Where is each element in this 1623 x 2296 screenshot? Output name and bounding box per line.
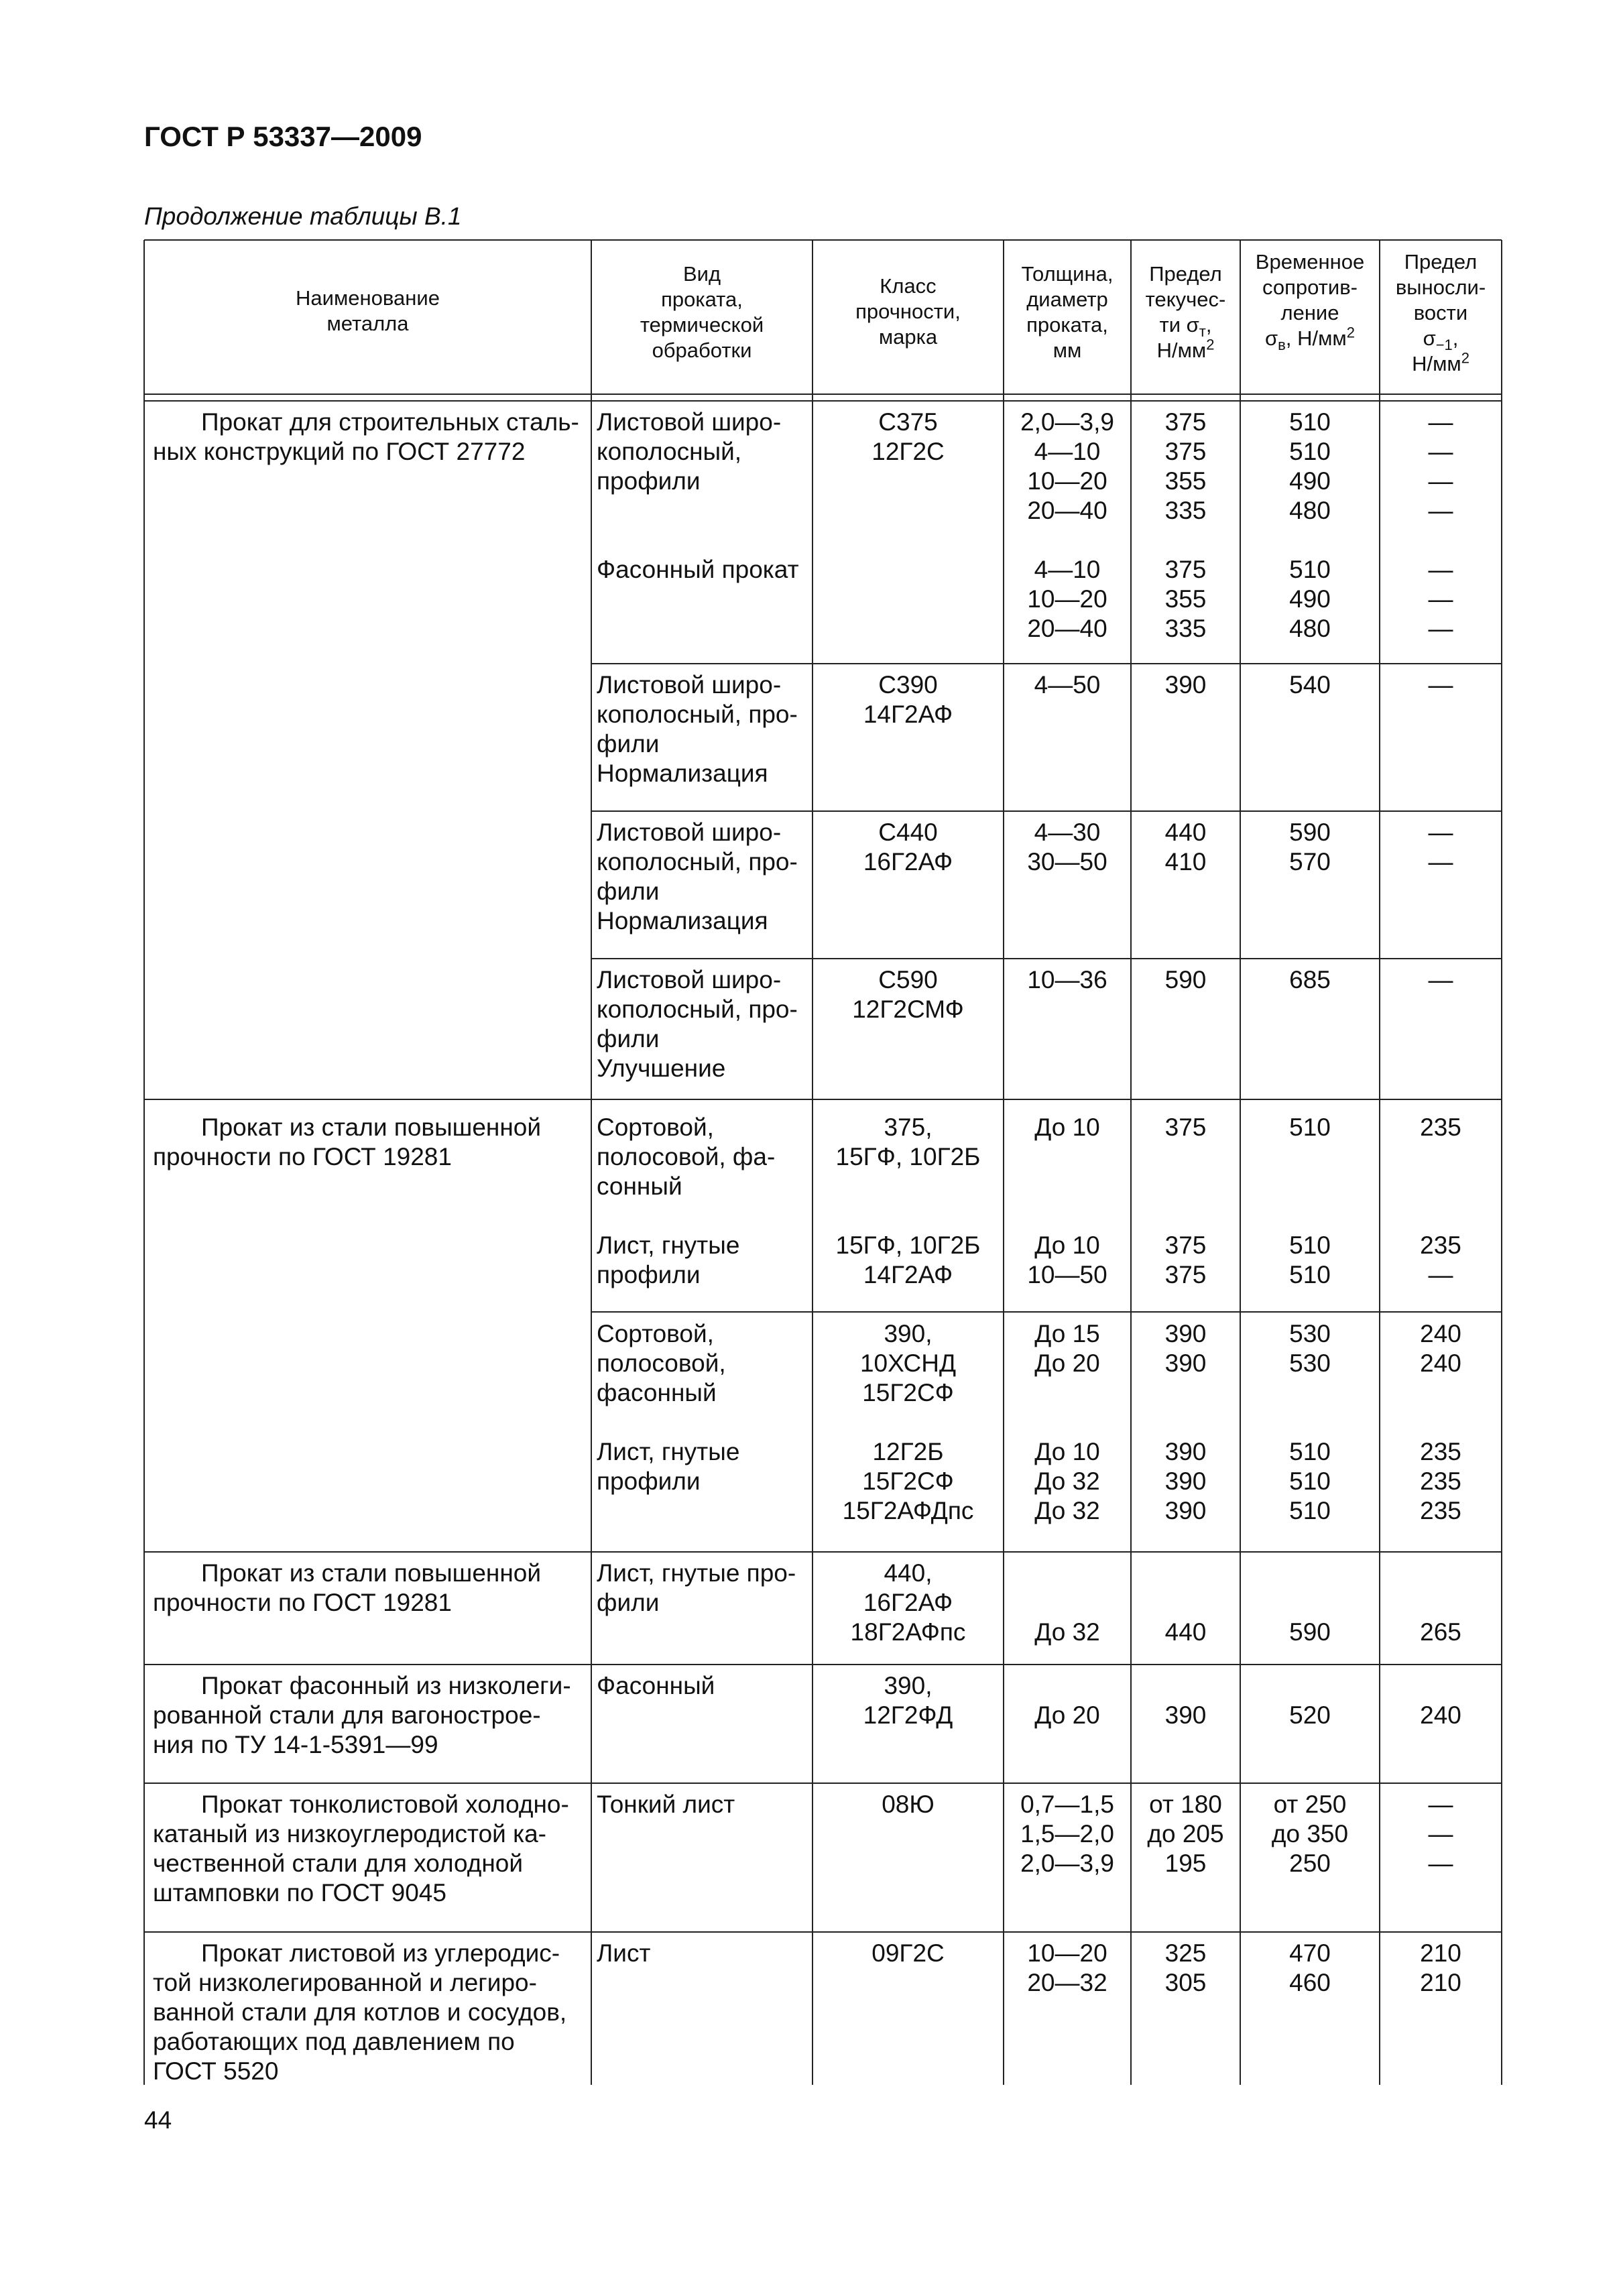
cell-endurance: 210 210 <box>1420 1939 1461 1996</box>
col-header-yield: Предел текучес- ти $\sigma_т$, $Н/мм^2$ <box>1145 262 1226 362</box>
cell-type: Лист, гнутые профили <box>597 1231 740 1288</box>
cell-yield: 390 390 <box>1164 1320 1207 1377</box>
cell-grade: С590 12Г2СМФ <box>852 966 964 1023</box>
col-header-grade: Класс прочности, марка <box>855 274 961 349</box>
cell-thickness: 4—10 10—20 20—40 <box>1027 556 1107 642</box>
metal-name: Прокат листовой из углеродис- той низколегированной и легиро- ванной стали для котлов и сосудов, работающих под давлением по ГОСТ 5520 <box>153 1939 567 2085</box>
cell-thickness: До 15 До 20 <box>1034 1320 1100 1377</box>
cell-yield: 590 <box>1164 966 1207 993</box>
cell-endurance: 235 235 235 <box>1420 1438 1461 1524</box>
document-header: ГОСТ Р 53337—2009 <box>144 121 422 152</box>
cell-grade: 08Ю <box>882 1791 935 1818</box>
cell-endurance: — <box>1428 671 1453 699</box>
cell-grade: 390, 10ХСНД 15Г2СФ <box>859 1320 957 1406</box>
cell-grade: С440 16Г2АФ <box>863 819 953 875</box>
cell-tensile: 510 510 <box>1289 1231 1331 1288</box>
cell-yield: 325 305 <box>1164 1939 1207 1996</box>
cell-type: Фасонный прокат <box>597 556 799 583</box>
cell-yield: 390 <box>1164 1701 1207 1729</box>
cell-type: Листовой широ- кополосный, про- фили Нормализация <box>597 671 798 787</box>
col-header-metal: Наименование металла <box>296 286 440 335</box>
cell-grade: 12Г2Б 15Г2СФ 15Г2АФДпс <box>842 1438 974 1524</box>
cell-thickness: До 10 До 32 До 32 <box>1034 1438 1100 1524</box>
cell-yield: 375 375 355 335 <box>1164 408 1207 524</box>
cell-tensile: 530 530 <box>1289 1320 1331 1377</box>
cell-tensile: 510 <box>1289 1113 1331 1141</box>
table-caption: Продолжение таблицы В.1 <box>144 202 462 230</box>
cell-grade: 09Г2С <box>871 1939 945 1967</box>
cell-type: Сортовой, полосовой, фа- сонный <box>597 1113 776 1200</box>
col-header-type: Вид проката, термической обработки <box>640 262 764 362</box>
metal-name: Прокат из стали повышенной прочности по ГОСТ 19281 <box>153 1559 542 1616</box>
cell-endurance: 240 <box>1420 1701 1461 1729</box>
cell-thickness: 4—30 30—50 <box>1027 819 1107 875</box>
cell-yield: 440 <box>1164 1618 1207 1646</box>
cell-yield: 390 390 390 <box>1164 1438 1207 1524</box>
cell-type: Фасонный <box>597 1672 715 1699</box>
cell-thickness: До 10 10—50 <box>1027 1231 1107 1288</box>
cell-tensile: 540 <box>1289 671 1331 699</box>
cell-yield: 440 410 <box>1164 819 1207 875</box>
cell-endurance: 235 — <box>1420 1231 1461 1288</box>
cell-yield: 390 <box>1164 671 1207 699</box>
cell-grade: С375 12Г2С <box>871 408 945 465</box>
cell-endurance: — — — <box>1428 556 1453 642</box>
cell-tensile: 590 <box>1289 1618 1331 1646</box>
cell-yield: от 180 до 205 195 <box>1147 1791 1224 1877</box>
cell-grade: 375, 15ГФ, 10Г2Б <box>835 1113 981 1170</box>
cell-thickness: 4—50 <box>1034 671 1101 699</box>
cell-tensile: 470 460 <box>1289 1939 1331 1996</box>
cell-endurance: — — — <box>1428 1791 1453 1877</box>
cell-endurance: 240 240 <box>1420 1320 1461 1377</box>
cell-tensile: 510 510 510 <box>1289 1438 1331 1524</box>
cell-tensile: 510 490 480 <box>1289 556 1331 642</box>
page-number: 44 <box>144 2106 172 2134</box>
cell-grade: 390, 12Г2ФД <box>863 1672 953 1729</box>
cell-tensile: 520 <box>1289 1701 1331 1729</box>
col-header-endurance: Предел выносли- вости $\sigma_{-1}$, $Н/мм^2$ <box>1395 250 1486 375</box>
cell-type: Лист, гнутые профили <box>597 1438 740 1495</box>
cell-grade: 440, 16Г2АФ 18Г2АФпс <box>850 1559 966 1646</box>
cell-yield: 375 355 335 <box>1164 556 1207 642</box>
cell-endurance: 265 <box>1420 1618 1461 1646</box>
cell-tensile: 590 570 <box>1289 819 1331 875</box>
cell-type: Лист <box>597 1939 651 1967</box>
cell-type: Лист, гнутые про- фили <box>597 1559 796 1616</box>
cell-type: Тонкий лист <box>597 1791 735 1818</box>
cell-endurance: — — <box>1428 819 1453 875</box>
cell-tensile: от 250 до 350 250 <box>1271 1791 1349 1877</box>
cell-type: Листовой широ- кополосный, про- фили Улучшение <box>597 966 798 1082</box>
cell-thickness: До 20 <box>1034 1701 1100 1729</box>
metal-name: Прокат из стали повышенной прочности по ГОСТ 19281 <box>153 1113 542 1170</box>
cell-type: Листовой широ- кополосный, про- фили Нормализация <box>597 819 798 934</box>
cell-endurance: — <box>1428 966 1453 993</box>
metal-name: Прокат тонколистовой холодно- катаный из низкоуглеродистой ка- чественной стали для холодной штамповки по ГОСТ 9045 <box>153 1791 569 1907</box>
cell-thickness: 10—20 20—32 <box>1027 1939 1107 1996</box>
cell-grade: 15ГФ, 10Г2Б 14Г2АФ <box>835 1231 981 1288</box>
cell-grade: С390 14Г2АФ <box>863 671 953 728</box>
cell-thickness: До 10 <box>1034 1113 1100 1141</box>
metal-name: Прокат для строительных сталь- ных конструкций по ГОСТ 27772 <box>153 408 579 465</box>
cell-thickness: 0,7—1,5 1,5—2,0 2,0—3,9 <box>1020 1791 1114 1877</box>
cell-type: Листовой широ- кополосный, профили <box>597 408 782 495</box>
cell-endurance: 235 <box>1420 1113 1461 1141</box>
cell-thickness: 10—36 <box>1027 966 1107 993</box>
cell-thickness: До 32 <box>1034 1618 1100 1646</box>
cell-yield: 375 375 <box>1164 1231 1207 1288</box>
cell-thickness: 2,0—3,9 4—10 10—20 20—40 <box>1020 408 1114 524</box>
col-header-thickness: Толщина, диаметр проката, мм <box>1021 262 1114 362</box>
cell-tensile: 685 <box>1289 966 1331 993</box>
cell-type: Сортовой, полосовой, фасонный <box>597 1320 726 1406</box>
cell-yield: 375 <box>1164 1113 1207 1141</box>
cell-tensile: 510 510 490 480 <box>1289 408 1331 524</box>
metal-name: Прокат фасонный из низколеги- рованной стали для вагонострое- ния по ТУ 14-1-5391—99 <box>153 1672 571 1758</box>
cell-endurance: — — — — <box>1428 408 1453 524</box>
col-header-tensile: Временное сопротив- ление $\sigma_в$, $Н/мм^2$ <box>1255 250 1365 354</box>
